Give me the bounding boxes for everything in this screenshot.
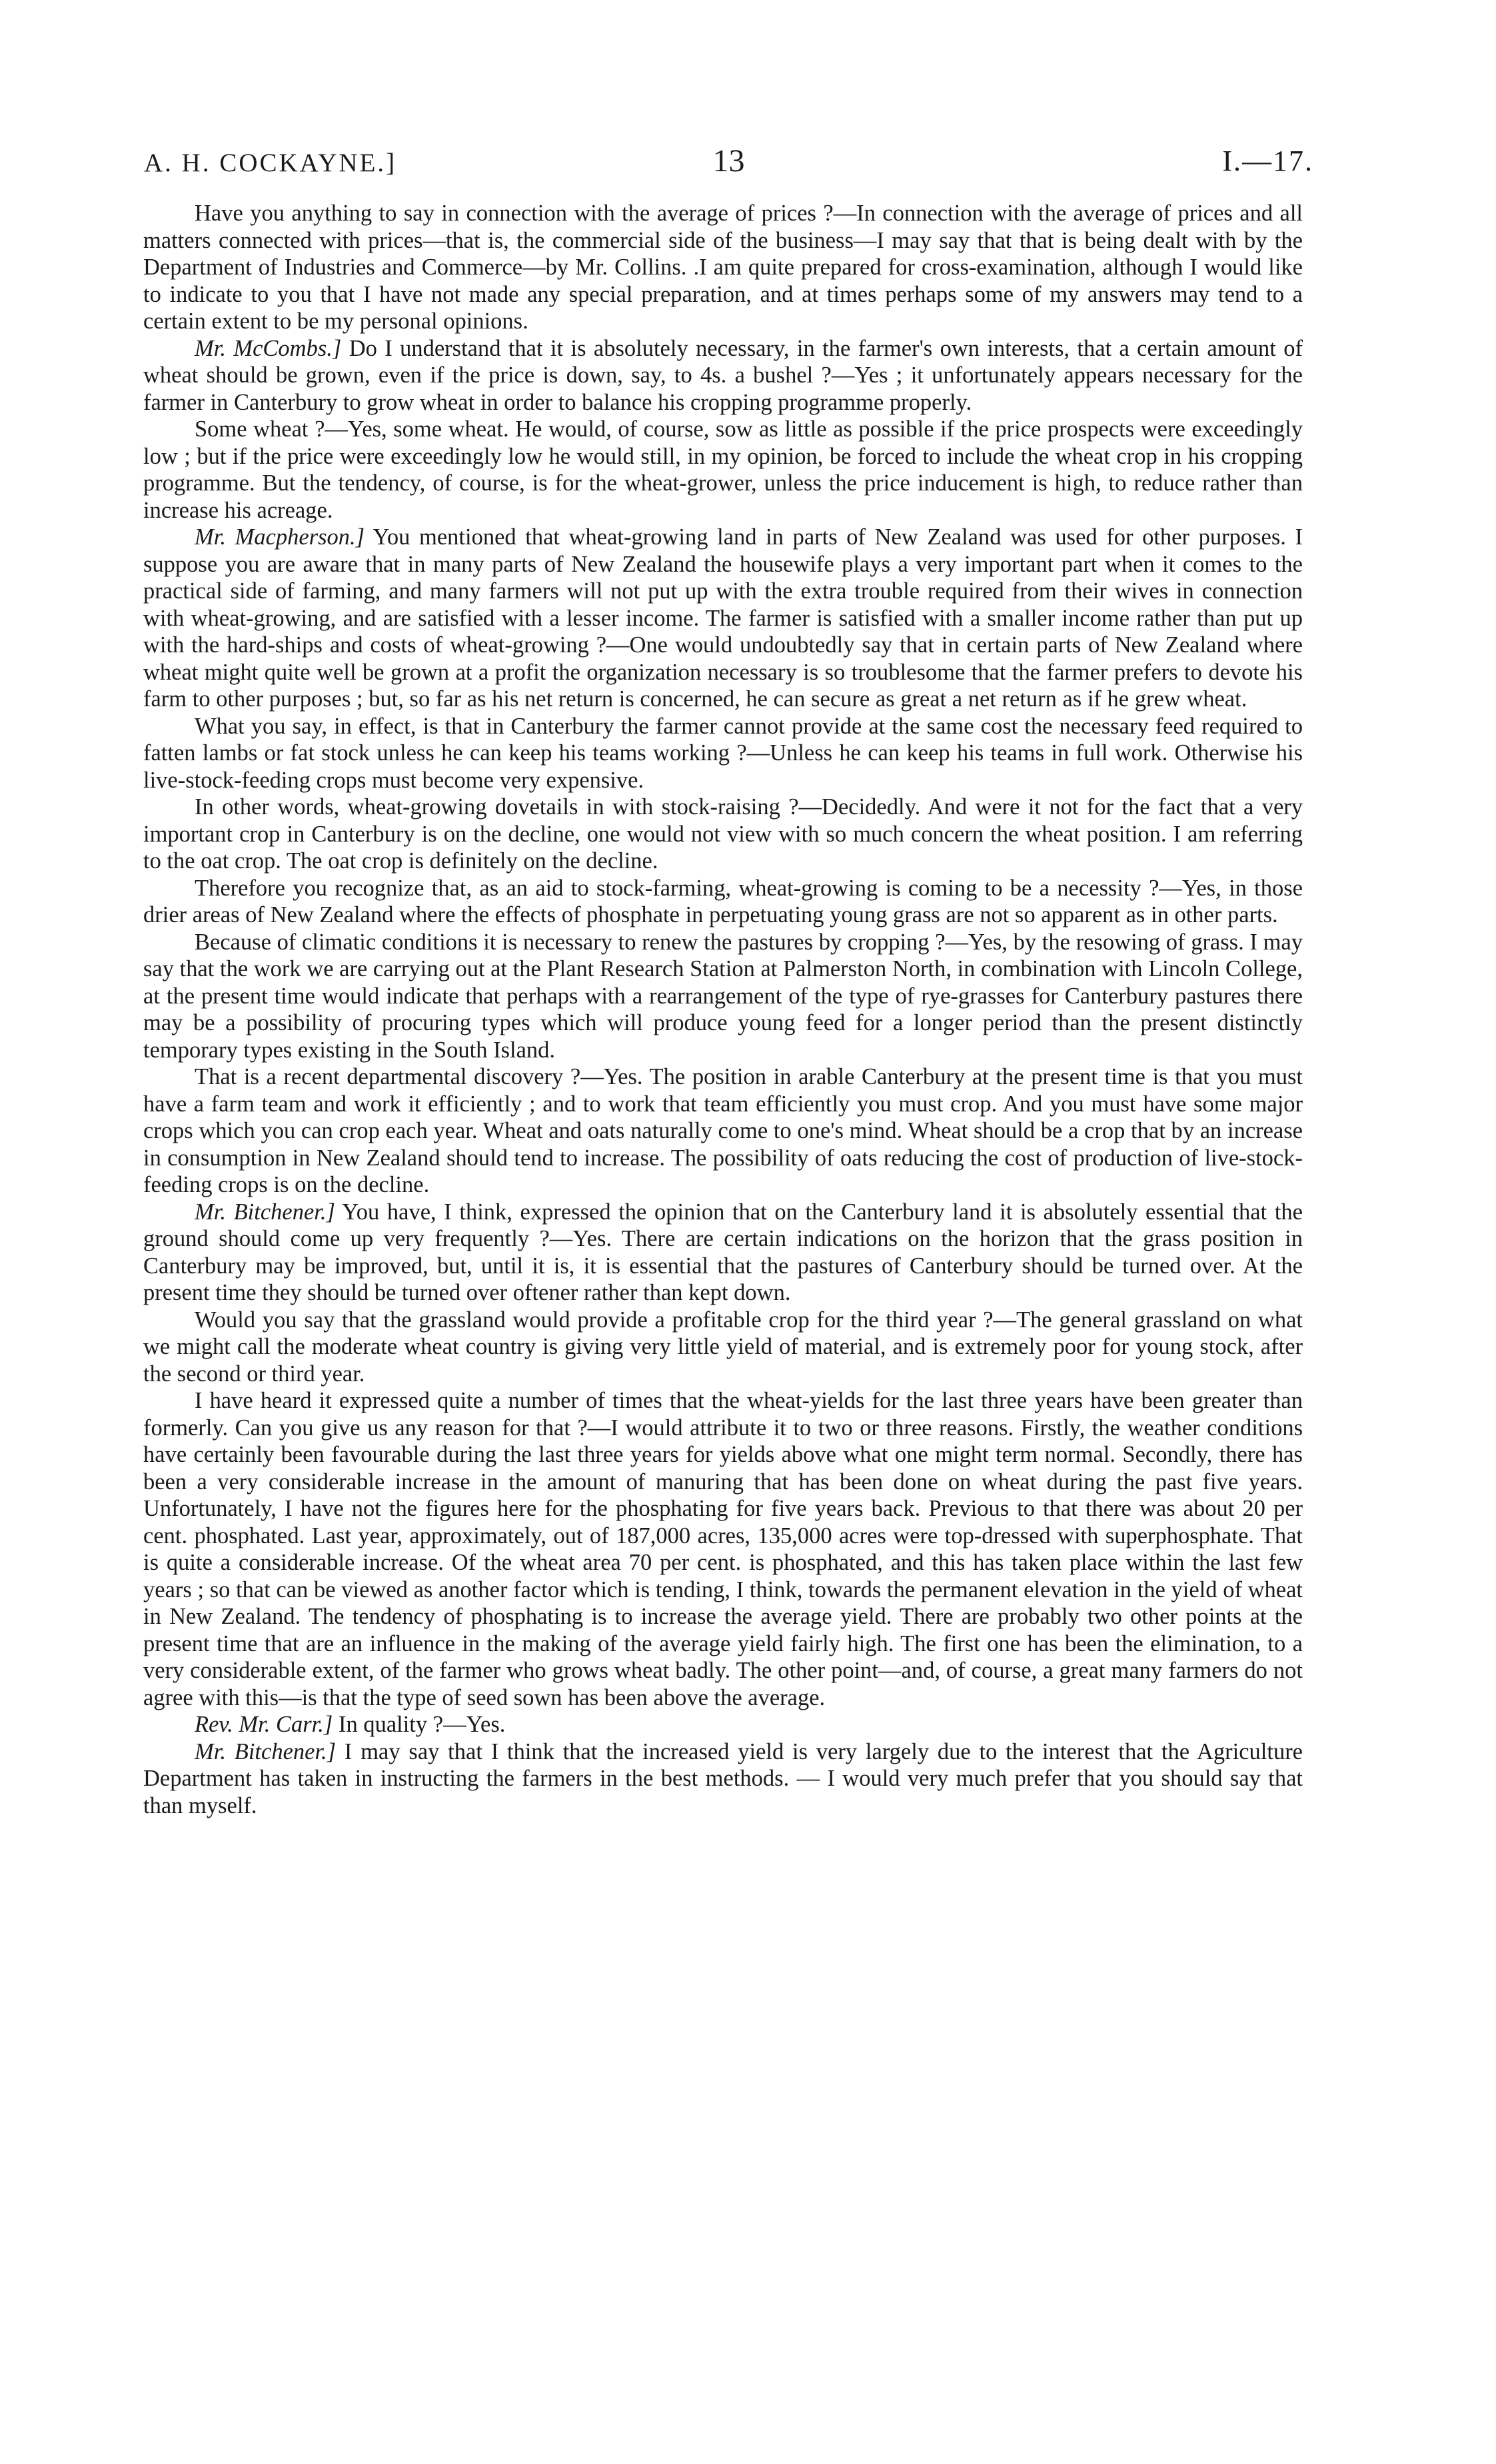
paragraph-text: I may say that I think that the increased yield is very largely due to the interest that the Agriculture Department has taken in instructing the farmers in the best methods. — I would very much prefer that you should say that than myself. <box>143 1738 1303 1818</box>
paragraph-text: Do I understand that it is absolutely necessary, in the farmer's own interests, that a certain amount of wheat should be grown, even if the price is down, say, to 4s. a bushel ?—Yes ; it unfortunately appears necessary for the farmer in Canterbury to grow wheat in order to balance his cropping programme properly. <box>143 335 1303 415</box>
speaker: Rev. Mr. Carr.] <box>195 1712 333 1737</box>
page-number: 13 <box>712 143 745 179</box>
paragraph <box>143 1738 1303 1820</box>
paragraph <box>143 1387 1303 1711</box>
paragraph <box>143 1307 1303 1388</box>
paragraph <box>143 929 1303 1064</box>
paragraph <box>143 524 1303 713</box>
paragraph-text: What you say, in effect, is that in Canterbury the farmer cannot provide at the same cost the necessary feed required to fatten lambs or fat stock unless he can keep his teams working ?—Unless he can keep his teams in full work. Otherwise his live-stock-feeding crops must become very expensive. <box>143 713 1303 793</box>
paragraph-text: You mentioned that wheat-growing land in parts of New Zealand was used for other purposes. I suppose you are aware that in many parts of New Zealand the housewife plays a very important part when it comes to the practical side of farming, and many farmers will not put up with the extra trouble required from their wives in connection with wheat-growing, and are satisfied with a lesser income. The farmer is satisfied with a smaller income rather than put up with the hard-ships and costs of wheat-growing ?—One would undoubtedly say that in certain parts of New Zealand where wheat might quite well be grown at a profit the organization necessary is so troublesome that the farmer prefers to devote his farm to other purposes ; but, so far as his net return is concerned, he can secure as great a net return as if he grew wheat. <box>143 524 1303 712</box>
paragraph <box>143 335 1303 416</box>
paragraph-text: Therefore you recognize that, as an aid to stock-farming, wheat-growing is coming to be a necessity ?—Yes, in those drier areas of New Zealand where the effects of phosphate in perpetuating young grass are not so apparent as in other parts. <box>143 875 1303 927</box>
paragraph <box>143 1711 1303 1738</box>
paragraph-text: Some wheat ?—Yes, some wheat. He would, of course, sow as little as possible if the price prospects were exceedingly low ; but if the price were exceedingly low he would still, in my opinion, be forced to include the wheat crop in his cropping programme. But the tendency, of course, is for the wheat-grower, unless the price inducement is high, to reduce rather than increase his acreage. <box>143 416 1303 523</box>
paragraph <box>143 1199 1303 1307</box>
speaker: Mr. Bitchener.] <box>195 1738 337 1764</box>
paragraph <box>143 1063 1303 1199</box>
paragraph <box>143 200 1303 335</box>
paragraph <box>143 416 1303 524</box>
paragraph-text: You have, I think, expressed the opinion that on the Canterbury land it is absolutely essential that the ground should come up very frequently ?—Yes. There are certain indications on the horizon that the grass position in Canterbury may be improved, but, until it is, it is essential that the pastures of Canterbury should be turned over. At the present time they should be turned over oftener rather than kept down. <box>143 1199 1303 1305</box>
speaker: Mr. Macpherson.] <box>195 524 365 550</box>
paragraph <box>143 713 1303 794</box>
paragraph-text: Have you anything to say in connection with the average of prices ?—In connection with the average of prices and all matters connected with prices—that is, the commercial side of the business—I may say that that is being dealt with by the Department of Industries and Commerce—by Mr. Collins. .I am quite prepared for cross-examination, although I would like to indicate to you that I have not made any special preparation, and at times perhaps some of my answers may tend to a certain extent to be my personal opinions. <box>143 201 1303 334</box>
paragraph-text: That is a recent departmental discovery ?—Yes. The position in arable Canterbury at the present time is that you must have a farm team and work it efficiently ; and to work that team efficiently you must crop. And you must have some major crops which you can crop each year. Wheat and oats naturally come to one's mind. Wheat should be a crop that by an increase in consumption in New Zealand should tend to increase. The possibility of oats reducing the cost of production of live-stock-feeding crops is on the decline. <box>143 1064 1303 1197</box>
paragraph-text: Would you say that the grassland would provide a profitable crop for the third year ?—The general grassland on what we might call the moderate wheat country is giving very little yield of material, and is extremely poor for young stock, after the second or third year. <box>143 1307 1303 1387</box>
paragraph-text: Because of climatic conditions it is necessary to renew the pastures by cropping ?—Yes, by the resowing of grass. I may say that the work we are carrying out at the Plant Research Station at Palmerston North, in combination with Lincoln College, at the present time would indicate that perhaps with a rearrangement of the type of rye-grasses for Canterbury pastures there may be a possibility of procuring types which will produce young feed for a longer period than the present distinctly temporary types existing in the South Island. <box>143 929 1303 1063</box>
witness-name: A. H. COCKAYNE.] <box>144 149 397 177</box>
paragraph-text: In quality ?—Yes. <box>333 1712 506 1737</box>
transcript-body <box>143 200 1303 1819</box>
page-header <box>144 143 1313 195</box>
paper-reference: I.—17. <box>1222 145 1313 177</box>
paragraph-text: In other words, wheat-growing dovetails in with stock-raising ?—Decidedly. And were it not for the fact that a very important crop in Canterbury is on the decline, one would not view with so much concern the wheat position. I am referring to the oat crop. The oat crop is definitely on the decline. <box>143 794 1303 874</box>
speaker: Mr. McCombs.] <box>195 335 342 361</box>
paragraph-text: I have heard it expressed quite a number of times that the wheat-yields for the last three years have been greater than formerly. Can you give us any reason for that ?—I would attribute it to two or three reasons. Firstly, the weather conditions have certainly been favourable during the last three years for yields above what one might term normal. Secondly, there has been a very considerable increase in the amount of manuring that has been done on wheat during the past five years. Unfortunately, I have not the figures here for the phosphating for five years back. Previous to that there was about 20 per cent. phosphated. Last year, approximately, out of 187,000 acres, 135,000 acres were top-dressed with superphosphate. That is quite a considerable increase. Of the wheat area 70 per cent. is phosphated, and this has taken place within the last few years ; so that can be viewed as another factor which is tending, I think, towards the permanent elevation in the yield of wheat in New Zealand. The tendency of phosphating is to increase the average yield. There are probably two other points at the present time that are an influence in the making of the average yield fairly high. The first one has been the elimination, to a very considerable extent, of the farmer who grows wheat badly. The other point—and, of course, a great many farmers do not agree with this—is that the type of seed sown has been above the average. <box>143 1388 1303 1710</box>
paragraph <box>143 875 1303 929</box>
speaker: Mr. Bitchener.] <box>195 1199 335 1225</box>
paragraph <box>143 794 1303 875</box>
